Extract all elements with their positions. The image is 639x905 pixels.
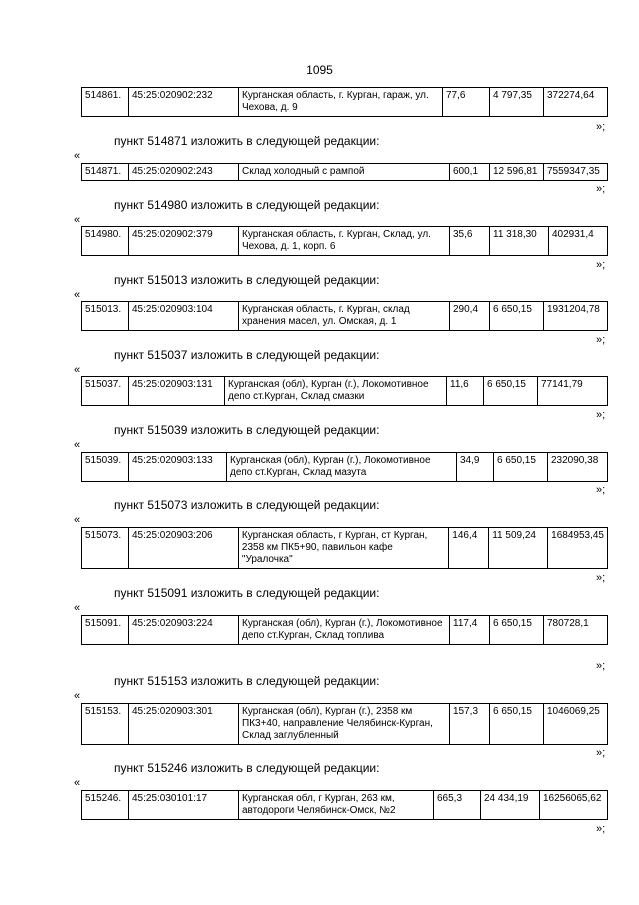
- cadastral-number: 45:25:020903:131: [129, 377, 225, 406]
- closing-quote: »;: [596, 823, 606, 835]
- address: Курганская (обл), Курган (г.), Локомотивное депо ст.Курган, Склад смазки: [225, 377, 447, 406]
- area: 146,4: [449, 528, 489, 569]
- opening-quote: «: [74, 690, 81, 702]
- table-row: [81, 703, 608, 745]
- row-number: 514980.: [82, 227, 129, 256]
- cadastral-number: 45:25:020903:301: [129, 704, 239, 745]
- rate: 11 318,30: [490, 227, 549, 256]
- rate: 12 596,81: [490, 164, 544, 181]
- table-row: [81, 790, 608, 820]
- closing-quote: »;: [596, 334, 606, 346]
- cadastral-number: 45:25:020903:206: [128, 528, 238, 569]
- rate: 6 650,15: [494, 453, 548, 482]
- opening-quote: «: [74, 514, 81, 526]
- address: Курганская область, г. Курган, склад хранения масел, ул. Омская, д. 1: [239, 302, 450, 331]
- area: 11,6: [447, 377, 484, 406]
- address: Склад холодный с рампой: [239, 164, 450, 181]
- paragraph: пункт 515073 изложить в следующей редакции:: [114, 498, 380, 512]
- cadastral-value: 232090,38: [548, 453, 608, 482]
- rate: 24 434,19: [481, 791, 540, 820]
- opening-quote: «: [74, 364, 81, 376]
- address: Курганская область, г Курган, ст Курган, 2358 км ПК5+90, павильон кафе "Уралочка": [238, 528, 448, 569]
- row-number: 514871.: [82, 164, 129, 181]
- paragraph: пункт 515091 изложить в следующей редакции:: [114, 586, 380, 600]
- cadastral-value: 372274,64: [544, 88, 608, 117]
- rate: 6 650,15: [484, 377, 538, 406]
- paragraph: пункт 514980 изложить в следующей редакции:: [114, 198, 380, 212]
- table-row: [81, 87, 608, 117]
- row-number: 515091.: [82, 616, 129, 645]
- address: Курганская область, г. Курган, Склад, ул. Чехова, д. 1, корп. 6: [239, 227, 450, 256]
- cadastral-value: 7559347,35: [544, 164, 608, 181]
- rate: 6 650,15: [490, 616, 544, 645]
- address: Курганская область, г. Курган, гараж, ул. Чехова, д. 9: [239, 88, 443, 117]
- rate: 6 650,15: [490, 704, 544, 745]
- paragraph: пункт 515246 изложить в следующей редакции:: [114, 761, 380, 775]
- paragraph: пункт 514871 изложить в следующей редакции:: [114, 134, 380, 148]
- row-number: 514861.: [82, 88, 129, 117]
- closing-quote: »;: [596, 484, 606, 496]
- opening-quote: «: [74, 777, 81, 789]
- cadastral-value: 16256065,62: [540, 791, 608, 820]
- cadastral-number: 45:25:020903:224: [129, 616, 239, 645]
- cadastral-value: 780728,1: [544, 616, 608, 645]
- cadastral-value: 1046069,25: [544, 704, 608, 745]
- closing-quote: »;: [596, 747, 606, 759]
- opening-quote: «: [74, 150, 81, 162]
- cadastral-value: 1684953,45: [548, 528, 608, 569]
- row-number: 515039.: [82, 453, 129, 482]
- row-number: 515037.: [82, 377, 129, 406]
- page-number: 1095: [306, 63, 333, 77]
- cadastral-number: 45:25:020902:232: [129, 88, 239, 117]
- address: Курганская (обл), Курган (г.), Локомотивное депо ст.Курган, Склад мазута: [227, 453, 457, 482]
- closing-quote: »;: [596, 259, 606, 271]
- area: 600,1: [450, 164, 490, 181]
- rate: 11 509,24: [489, 528, 548, 569]
- opening-quote: «: [74, 289, 81, 301]
- row-number: 515073.: [82, 528, 129, 569]
- row-number: 515246.: [82, 791, 129, 820]
- table-row: [81, 226, 608, 256]
- area: 35,6: [450, 227, 490, 256]
- area: 290,4: [450, 302, 490, 331]
- paragraph: пункт 515013 изложить в следующей редакции:: [114, 273, 380, 287]
- closing-quote: »;: [596, 409, 606, 421]
- closing-quote: »;: [596, 572, 606, 584]
- table-row: [81, 527, 608, 569]
- area: 157,3: [450, 704, 490, 745]
- closing-quote: »;: [596, 183, 606, 195]
- area: 34,9: [457, 453, 494, 482]
- table-row: [81, 301, 608, 331]
- opening-quote: «: [74, 439, 81, 451]
- closing-quote: »;: [596, 121, 606, 133]
- cadastral-number: 45:25:020903:104: [129, 302, 239, 331]
- closing-quote: »;: [596, 660, 606, 672]
- cadastral-number: 45:25:030101:17: [129, 791, 239, 820]
- cadastral-number: 45:25:020902:379: [129, 227, 239, 256]
- cadastral-value: 1931204,78: [544, 302, 608, 331]
- area: 665,3: [434, 791, 481, 820]
- address: Курганская (обл), Курган (г.), 2358 км ПК3+40, направление Челябинск-Курган, Склад заглубленный: [239, 704, 450, 745]
- table-row: [81, 163, 608, 181]
- rate: 4 797,35: [490, 88, 544, 117]
- address: Курганская (обл), Курган (г.), Локомотивное депо ст.Курган, Склад топлива: [239, 616, 450, 645]
- paragraph: пункт 515037 изложить в следующей редакции:: [114, 348, 380, 362]
- row-number: 515153.: [82, 704, 129, 745]
- area: 77,6: [443, 88, 490, 117]
- cadastral-value: 402931,4: [549, 227, 608, 256]
- opening-quote: «: [74, 214, 81, 226]
- address: Курганская обл, г Курган, 263 км, автодороги Челябинск-Омск, №2: [239, 791, 434, 820]
- table-row: [81, 452, 608, 482]
- table-row: [81, 615, 608, 645]
- row-number: 515013.: [82, 302, 129, 331]
- opening-quote: «: [74, 602, 81, 614]
- cadastral-value: 77141,79: [538, 377, 608, 406]
- cadastral-number: 45:25:020903:133: [129, 453, 227, 482]
- table-row: [81, 376, 608, 406]
- rate: 6 650,15: [490, 302, 544, 331]
- paragraph: пункт 515039 изложить в следующей редакции:: [114, 423, 380, 437]
- paragraph: пункт 515153 изложить в следующей редакции:: [114, 674, 380, 688]
- area: 117,4: [450, 616, 490, 645]
- cadastral-number: 45:25:020902:243: [129, 164, 239, 181]
